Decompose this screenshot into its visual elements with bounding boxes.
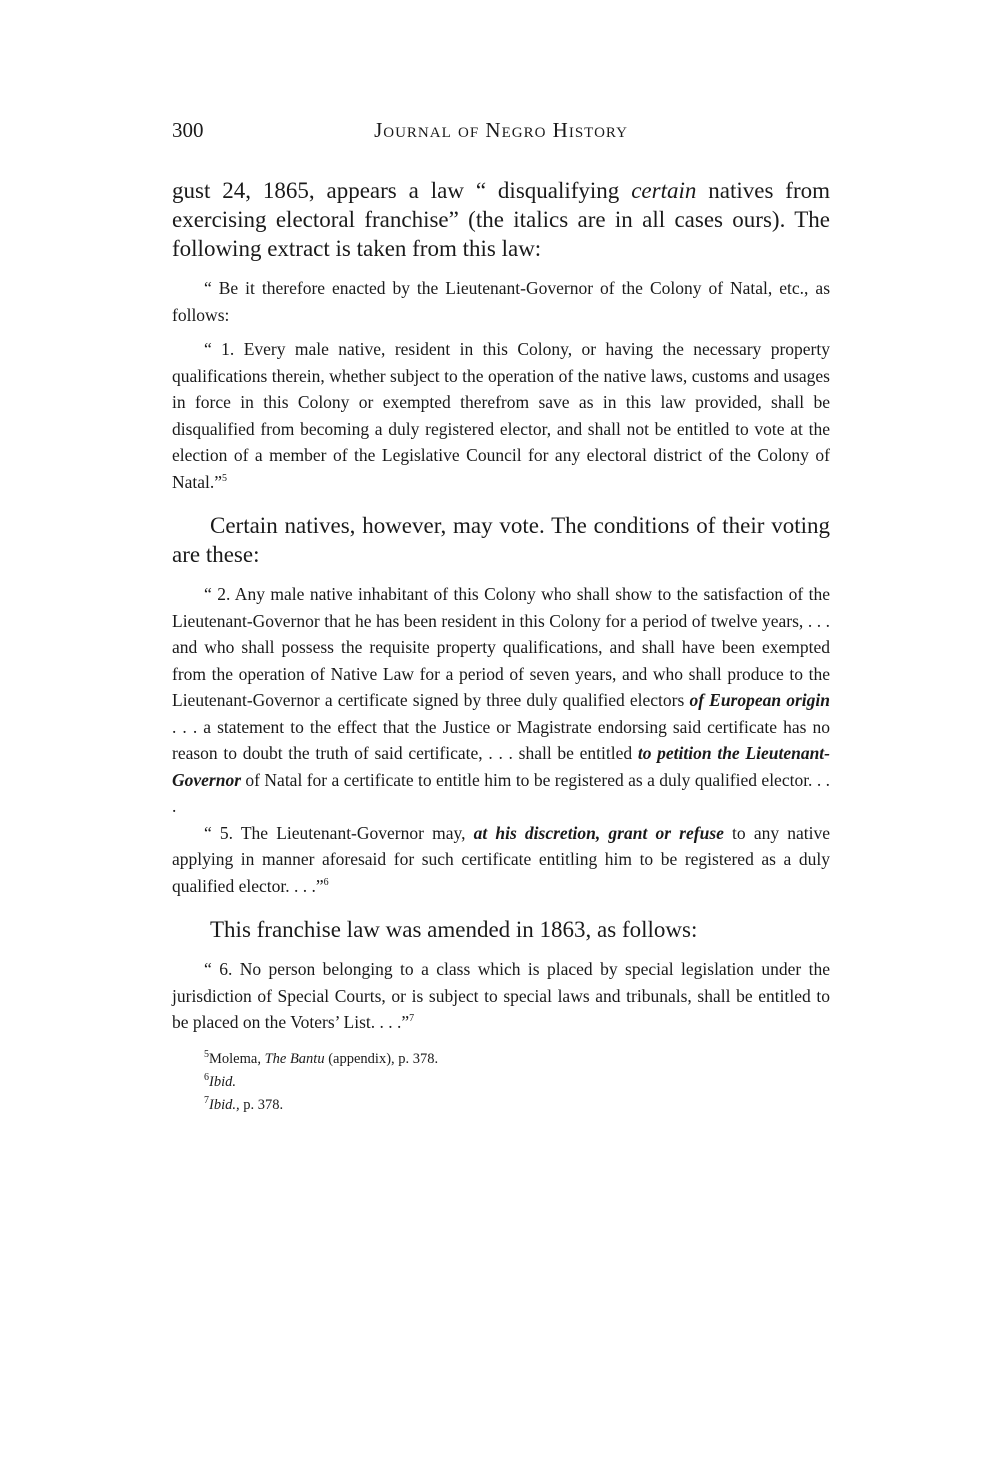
text-span: (appendix), p. 378. bbox=[324, 1050, 439, 1067]
text-span: p. 378. bbox=[239, 1096, 284, 1113]
extract-enactment: “ Be it therefore enacted by the Lieutenant-Governor of the Colony of Natal, etc., as follows: bbox=[172, 278, 830, 325]
body-paragraph-1 bbox=[172, 176, 830, 263]
italic-text: The Bantu bbox=[264, 1050, 325, 1067]
italic-text: Ibid., bbox=[209, 1096, 240, 1113]
extract-clause-6 bbox=[172, 956, 830, 1036]
text-span: gust 24, 1865, appears a law “ disqualifying bbox=[172, 178, 632, 203]
text-span: “ 6. No person belonging to a class which is placed by special legislation under the jurisdiction of Special Courts, or is subject to special laws and tribunals, shall be entitled to be placed on the Voters’ List. . . .” bbox=[172, 959, 830, 1032]
extract-clause-1 bbox=[172, 336, 830, 495]
footnote-item bbox=[204, 1094, 830, 1117]
text-span: “ 5. The Lieutenant-Governor may, bbox=[204, 822, 474, 843]
italic-text: of European origin bbox=[689, 690, 830, 710]
page-number: 300 bbox=[172, 118, 204, 142]
footnote-ref: 6 bbox=[323, 876, 329, 888]
body-paragraph-3: This franchise law was amended in 1863, as follows: bbox=[210, 917, 698, 942]
text-span: . . . a statement to the effect that the Justice or Magistrate endorsing said certificate has no reason to doubt the truth of said certificate, . . . shall be entitled bbox=[172, 716, 830, 763]
document-page bbox=[172, 118, 830, 1117]
text-span: to any native applying in manner aforesaid for such certificate entitling him to be registered as a duly qualified elector. . . .” bbox=[172, 822, 830, 896]
footnotes bbox=[172, 1048, 830, 1117]
extract-clause-5 bbox=[172, 820, 830, 900]
italic-text: certain bbox=[631, 178, 697, 203]
text-span: “ 2. Any male native inhabitant of this Colony who shall show to the satisfaction of the Lieutenant-Governor that he has been resident in this Colony for a period of twelve years, . . . and who shall possess the requisite property qualifications, and shall have been exempted from the operation of Native Law for a period of seven years, and who shall produce to the Lieutenant-Governor a certificate signed by three duly qualified electors bbox=[172, 584, 830, 710]
footnote-item bbox=[204, 1071, 830, 1094]
italic-text: at his discretion, grant or refuse bbox=[473, 822, 724, 843]
text-span: “ 1. Every male native, resident in this Colony, or having the necessary property qualifications therein, whether subject to the operation of the native laws, customs and usages in force in this Colony or exempted therefrom save as in this law provided, shall be disqualified from becoming a duly registered elector, and shall not be entitled to vote at the election of a member of the Legislative Council for any electoral district of the Colony of Natal.” bbox=[172, 339, 830, 492]
journal-title: Journal of Negro History bbox=[374, 118, 628, 142]
italic-text: Ibid. bbox=[209, 1073, 236, 1090]
text-span: natives from exercising electoral franchise” (the italics are in all cases ours). The following extract is taken from this law: bbox=[172, 178, 830, 261]
footnote-item bbox=[204, 1048, 830, 1071]
footnote-number: 6 bbox=[204, 1071, 209, 1083]
footnote-number: 7 bbox=[204, 1094, 209, 1106]
text-span: Molema, bbox=[209, 1050, 265, 1067]
extract-clause-2 bbox=[172, 581, 830, 820]
footnote-ref: 5 bbox=[222, 472, 228, 484]
footnote-ref: 7 bbox=[409, 1013, 415, 1025]
running-head bbox=[172, 118, 830, 150]
body-paragraph-2: Certain natives, however, may vote. The conditions of their voting are these: bbox=[172, 513, 830, 567]
text-span: of Natal for a certificate to entitle him to be registered as a duly qualified elector. . . . bbox=[172, 769, 830, 816]
footnote-number: 5 bbox=[204, 1048, 209, 1060]
italic-text: to petition the Lieutenant-Governor bbox=[172, 743, 830, 790]
